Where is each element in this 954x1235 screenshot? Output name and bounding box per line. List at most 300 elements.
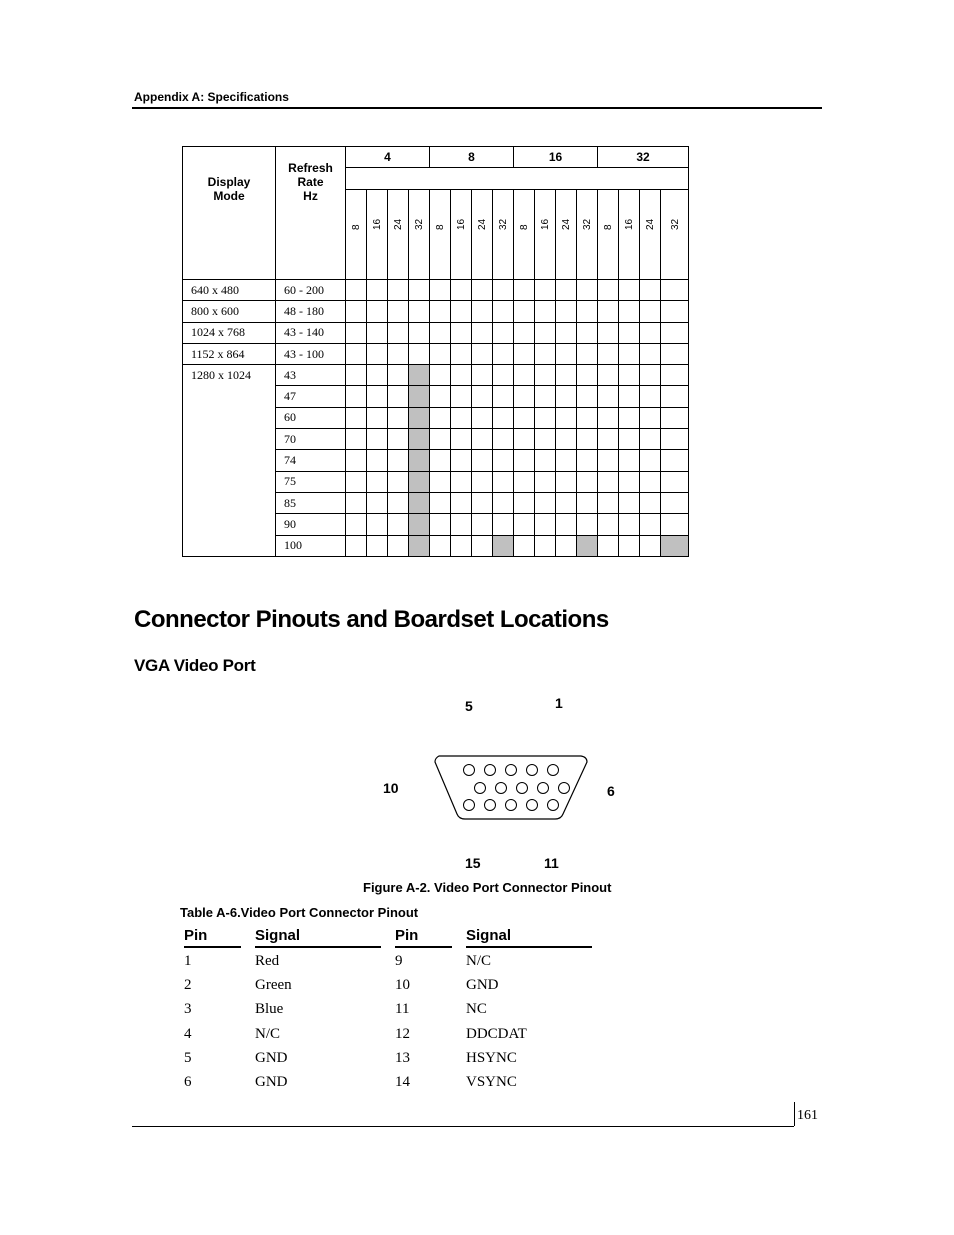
support-cell [640,407,661,428]
support-cell [556,407,577,428]
support-cell [556,471,577,492]
support-cell [556,280,577,301]
support-cell [430,492,451,513]
display-mode-cell: 640 x 480 [183,280,276,301]
header-color-depth [535,190,556,280]
pinout-header-rule [395,946,452,948]
table-row [183,280,689,301]
refresh-rate-cell: 90 [276,514,346,535]
support-cell [661,343,689,364]
support-cell [598,301,619,322]
support-cell [472,471,493,492]
support-cell [640,514,661,535]
support-cell [556,343,577,364]
connector-pin [527,800,538,811]
support-cell [619,429,640,450]
support-cell [640,365,661,386]
signal-name-cell: HSYNC [466,1049,517,1066]
connector-pin [485,800,496,811]
signal-name-cell: N/C [255,1025,281,1042]
support-cell [451,471,472,492]
header-memory-group: 32 [598,147,689,168]
support-cell [535,322,556,343]
pin-number-cell: 9 [395,953,403,969]
support-cell [493,492,514,513]
pin-number-cell: 12 [395,1025,410,1042]
pin-number-cell: 2 [184,977,192,994]
connector-pin [559,783,570,794]
pin-number-cell: 3 [184,1001,192,1018]
vga-connector-diagram [425,748,605,826]
support-cell [388,301,409,322]
pin-number-cell: 11 [395,1001,410,1018]
signal-name-cell: Red [255,953,280,969]
pin-label-bottom-right: 11 [544,855,559,871]
signal-name-cell: N/C [466,953,492,969]
support-cell [640,280,661,301]
support-cell [409,343,430,364]
support-cell [535,429,556,450]
table-row [183,301,689,322]
support-cell [346,407,367,428]
header-color-depth [493,190,514,280]
support-cell [535,343,556,364]
support-cell [451,450,472,471]
connector-pin [548,765,559,776]
support-cell [367,535,388,556]
support-cell [367,492,388,513]
support-cell [577,301,598,322]
support-cell [430,514,451,535]
pin-number-cell: 6 [184,1074,192,1090]
support-cell [472,450,493,471]
support-cell [535,386,556,407]
support-cell [472,343,493,364]
table-row [183,343,689,364]
header-color-depth [472,190,493,280]
support-cell [619,535,640,556]
support-cell [367,343,388,364]
refresh-rate-cell: 70 [276,429,346,450]
support-cell [598,514,619,535]
table-row [183,322,689,343]
footer-tick [794,1102,795,1126]
support-cell [661,407,689,428]
color-depth-label: 32 [669,218,681,230]
connector-shell [435,756,587,819]
refresh-rate-cell: 60 - 200 [276,280,346,301]
signal-name-cell: DDCDAT [466,1025,527,1042]
support-cell [451,301,472,322]
support-cell [598,322,619,343]
support-cell [535,535,556,556]
support-cell [472,365,493,386]
support-cell [577,322,598,343]
support-cell [535,407,556,428]
support-cell [535,471,556,492]
pinout-header: Pin [395,927,419,944]
support-cell [598,343,619,364]
support-cell [493,322,514,343]
support-cell [535,492,556,513]
signal-name-cell: Blue [255,1001,284,1018]
support-cell [514,280,535,301]
support-cell [367,386,388,407]
support-cell [346,450,367,471]
support-cell [661,429,689,450]
connector-pin [464,765,475,776]
support-cell [472,492,493,513]
support-cell [451,492,472,513]
color-depth-label: 16 [624,218,635,230]
support-cell [451,365,472,386]
support-cell [346,471,367,492]
header-color-depth [661,190,689,280]
pin-label-top-right: 1 [555,695,563,711]
support-cell [661,365,689,386]
support-cell [430,280,451,301]
support-cell [556,492,577,513]
support-cell [514,365,535,386]
pin-number-cell: 5 [184,1049,192,1066]
pin-number-cell: 1 [184,953,192,969]
refresh-rate-cell: 43 [276,365,346,386]
support-cell [598,450,619,471]
support-cell [493,514,514,535]
support-cell [556,429,577,450]
support-cell [640,301,661,322]
support-cell [409,407,430,428]
support-cell [493,429,514,450]
support-cell [409,535,430,556]
support-cell [619,343,640,364]
color-depth-label: 8 [603,224,614,230]
support-cell [451,535,472,556]
support-cell [493,386,514,407]
support-cell [514,343,535,364]
support-cell [556,386,577,407]
support-cell [514,429,535,450]
support-cell [388,471,409,492]
support-cell [430,471,451,492]
signal-name-cell: GND [255,1049,288,1066]
pin-number-cell: 13 [395,1049,410,1066]
pin-number-cell: 14 [395,1074,410,1090]
header-color-depth [409,190,430,280]
connector-pin [506,800,517,811]
table-row [183,365,689,386]
support-cell [388,365,409,386]
support-cell [451,322,472,343]
support-cell [598,492,619,513]
header-color-depth [451,190,472,280]
support-cell [388,492,409,513]
support-cell [430,407,451,428]
support-cell [493,343,514,364]
running-header: Appendix A: Specifications [134,90,289,104]
support-cell [346,365,367,386]
support-cell [577,365,598,386]
connector-pin [527,765,538,776]
support-cell [577,429,598,450]
support-cell [577,343,598,364]
support-cell [535,280,556,301]
refresh-rate-cell: 100 [276,535,346,556]
support-cell [493,407,514,428]
header-refresh-rate: Refresh Rate Hz [276,147,346,280]
pin-number-cell: 4 [184,1025,192,1042]
support-cell [598,365,619,386]
support-cell [451,407,472,428]
support-cell [472,322,493,343]
pinout-header: Signal [255,927,301,944]
refresh-rate-cell: 43 - 140 [276,322,346,343]
support-cell [535,450,556,471]
support-cell [619,471,640,492]
support-cell [367,365,388,386]
support-cell [493,471,514,492]
support-cell [430,535,451,556]
header-color-depth [598,190,619,280]
header-color-depth [388,190,409,280]
support-cell [619,514,640,535]
support-cell [346,386,367,407]
support-cell [346,343,367,364]
color-depth-label: 32 [414,218,425,230]
support-cell [556,450,577,471]
support-cell [577,280,598,301]
footer-rule [132,1126,794,1127]
support-cell [430,450,451,471]
support-cell [598,386,619,407]
signal-name-cell: GND [466,977,499,994]
subsection-title: VGA Video Port [134,656,256,675]
connector-pin [496,783,507,794]
color-depth-label: 32 [582,218,593,230]
signal-name-cell: GND [255,1074,288,1090]
support-cell [640,535,661,556]
support-cell [619,450,640,471]
support-cell [409,301,430,322]
support-cell [367,280,388,301]
refresh-rate-cell: 43 - 100 [276,343,346,364]
support-cell [388,280,409,301]
color-depth-label: 16 [540,218,551,230]
support-cell [409,450,430,471]
color-depth-label: 24 [477,218,488,230]
support-cell [640,386,661,407]
support-cell [367,514,388,535]
support-cell [388,514,409,535]
support-cell [514,535,535,556]
support-cell [577,407,598,428]
support-cell [367,429,388,450]
header-memory-group: 8 [430,147,514,168]
support-cell [514,322,535,343]
support-cell [661,386,689,407]
support-cell [346,535,367,556]
support-cell [556,322,577,343]
refresh-rate-cell: 85 [276,492,346,513]
support-cell [493,365,514,386]
support-cell [556,514,577,535]
support-cell [388,407,409,428]
support-cell [556,301,577,322]
support-cell [577,386,598,407]
support-cell [535,365,556,386]
support-cell [346,492,367,513]
support-cell [514,407,535,428]
support-cell [514,301,535,322]
support-cell [409,429,430,450]
support-cell [367,471,388,492]
support-cell [619,280,640,301]
support-cell [409,386,430,407]
refresh-rate-cell: 47 [276,386,346,407]
display-mode-cell: 1280 x 1024 [183,365,276,557]
support-cell [472,535,493,556]
refresh-rate-cell: 60 [276,407,346,428]
connector-pin [464,800,475,811]
header-color-depth [430,190,451,280]
support-cell [388,386,409,407]
support-cell [367,322,388,343]
support-cell [661,322,689,343]
support-cell [661,514,689,535]
support-cell [640,492,661,513]
support-cell [619,322,640,343]
support-cell [661,492,689,513]
support-cell [472,386,493,407]
support-cell [514,471,535,492]
support-cell [619,407,640,428]
connector-pin [475,783,486,794]
support-cell [451,343,472,364]
support-cell [535,301,556,322]
header-memory-group: 4 [346,147,430,168]
header-color-depth [367,190,388,280]
signal-name-cell: Green [255,977,292,994]
pinout-header-rule [184,946,241,948]
support-cell [535,514,556,535]
display-mode-cell: 800 x 600 [183,301,276,322]
connector-pin [517,783,528,794]
support-cell [514,492,535,513]
connector-pin [548,800,559,811]
support-cell [409,492,430,513]
support-cell [598,471,619,492]
figure-caption: Figure A-2. Video Port Connector Pinout [363,880,612,895]
support-cell [640,450,661,471]
support-cell [598,429,619,450]
pin-number-cell: 10 [395,977,410,994]
support-cell [514,514,535,535]
color-depth-label: 24 [393,218,404,230]
support-cell [577,535,598,556]
support-cell [346,301,367,322]
support-cell [430,365,451,386]
header-rule [132,107,822,109]
support-cell [472,407,493,428]
pin-label-bottom-left: 15 [465,855,481,871]
display-mode-cell: 1152 x 864 [183,343,276,364]
support-cell [388,450,409,471]
color-depth-label: 32 [498,218,509,230]
support-cell [556,535,577,556]
pin-label-right: 6 [607,783,615,799]
support-cell [346,429,367,450]
support-cell [451,280,472,301]
support-cell [661,471,689,492]
header-color-depth [640,190,661,280]
page-number: 161 [797,1108,818,1123]
header-blank-row [346,168,689,190]
color-depth-label: 16 [456,218,467,230]
support-cell [577,450,598,471]
support-cell [367,301,388,322]
support-cell [493,535,514,556]
support-cell [619,301,640,322]
display-mode-cell: 1024 x 768 [183,322,276,343]
support-cell [493,301,514,322]
support-cell [388,322,409,343]
pinout-header: Pin [184,927,208,944]
support-cell [472,429,493,450]
color-depth-label: 24 [561,218,572,230]
support-cell [451,514,472,535]
support-cell [430,343,451,364]
refresh-rate-cell: 75 [276,471,346,492]
support-cell [661,301,689,322]
signal-name-cell: NC [466,1001,487,1018]
support-cell [388,429,409,450]
color-depth-label: 8 [351,224,362,230]
support-cell [367,407,388,428]
support-cell [409,365,430,386]
header-color-depth [556,190,577,280]
header-display-mode: Display Mode [183,147,276,280]
header-memory-group: 16 [514,147,598,168]
connector-pin [506,765,517,776]
support-cell [367,450,388,471]
support-cell [388,343,409,364]
support-cell [409,280,430,301]
support-cell [598,280,619,301]
support-cell [619,386,640,407]
display-modes-table [182,146,689,557]
support-cell [346,280,367,301]
support-cell [598,407,619,428]
signal-name-cell: VSYNC [466,1074,517,1090]
header-color-depth [619,190,640,280]
support-cell [451,386,472,407]
support-cell [661,535,689,556]
support-cell [346,322,367,343]
support-cell [661,280,689,301]
refresh-rate-cell: 48 - 180 [276,301,346,322]
pinout-header-rule [466,946,592,948]
support-cell [577,471,598,492]
pinout-header: Signal [466,927,512,944]
color-depth-label: 24 [645,218,656,230]
support-cell [409,471,430,492]
pin-label-top-left: 5 [465,698,473,714]
table-caption: Table A-6.Video Port Connector Pinout [180,905,419,920]
section-title: Connector Pinouts and Boardset Locations [134,606,609,633]
color-depth-label: 8 [519,224,530,230]
support-cell [388,535,409,556]
support-cell [430,322,451,343]
